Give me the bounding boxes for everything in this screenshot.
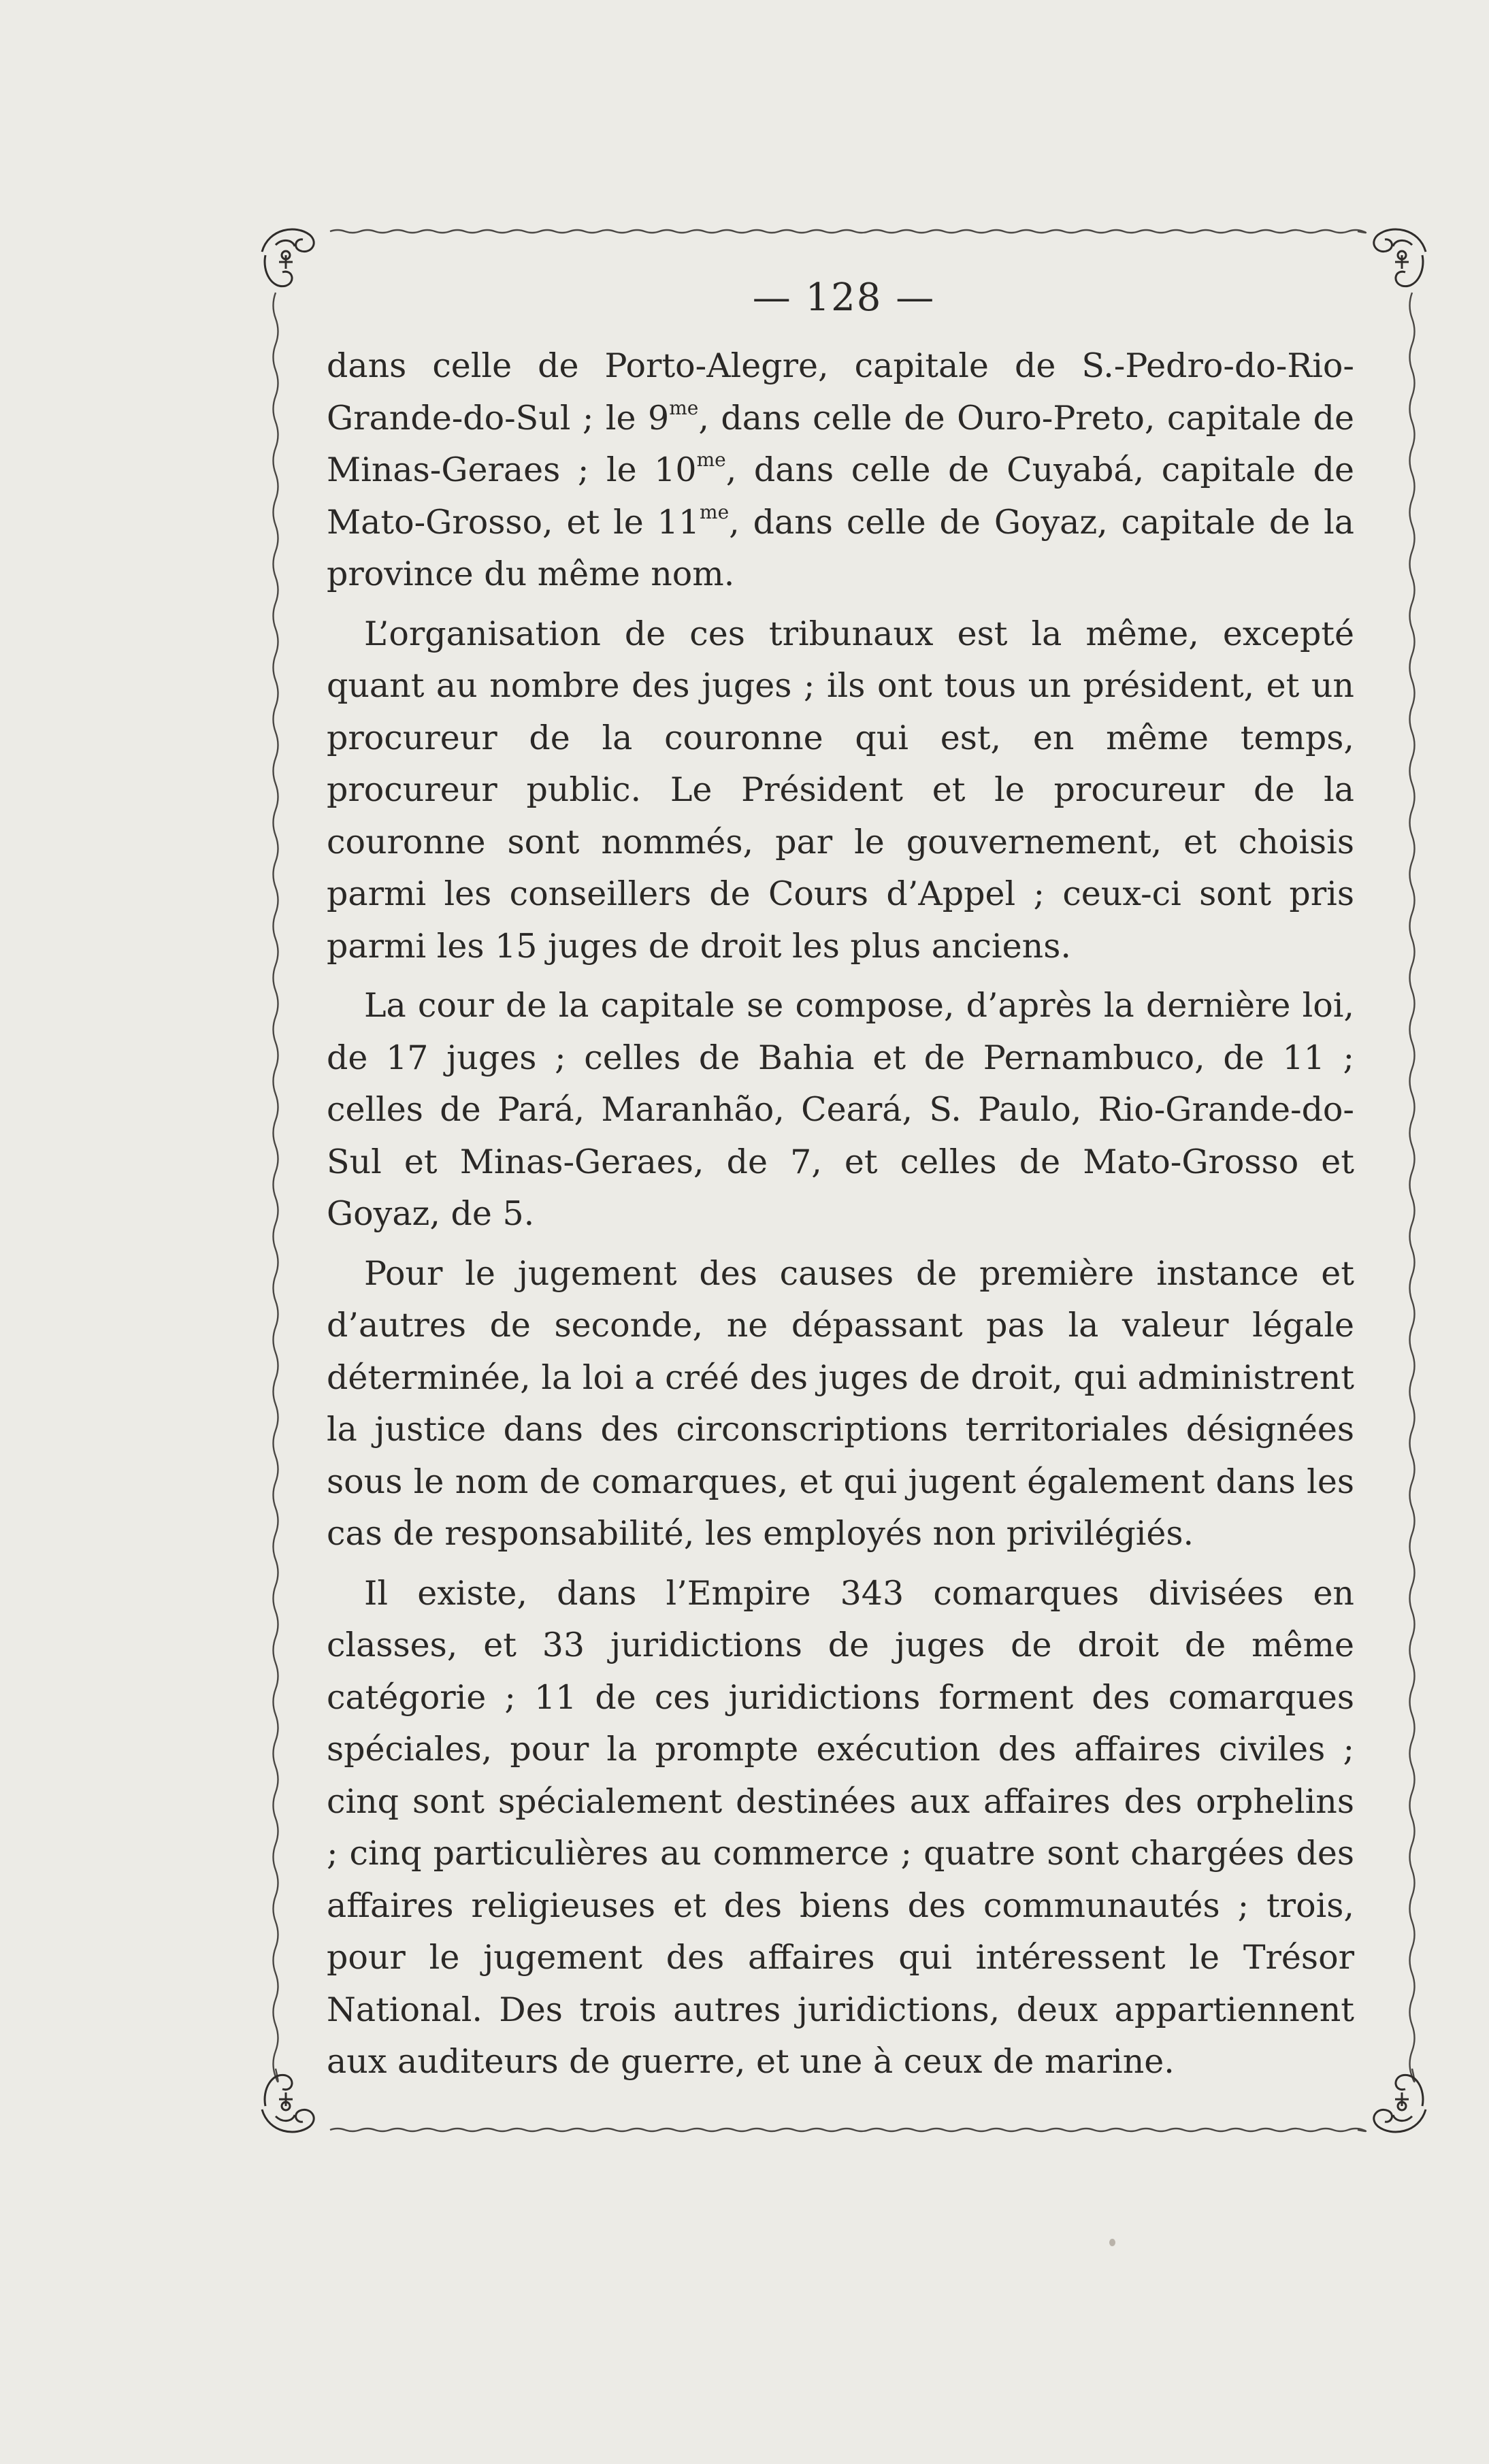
paragraph [327,1568,1354,2088]
right-wavy-rule [1410,293,1415,2082]
paragraph [327,1248,1354,1560]
paragraph [327,340,1354,601]
paragraph [327,980,1354,1241]
corner-ornament-bottom-right-icon [1374,2075,1426,2132]
text-run: , dans celle de Ouro-Preto, capitale de Minas-Geraes ; le 10 [327,398,1355,489]
text-run: , dans celle de Goyaz, capitale de la province du même nom. [327,502,1355,593]
text-run: dans celle de Porto-Alegre, capitale de S.-Pedro-do-Rio-Grande-do-Sul ; le 9 [327,346,1354,438]
paragraph [327,608,1354,973]
ordinal-superscript: me [669,396,699,419]
bottom-wavy-rule [330,2129,1366,2131]
ordinal-superscript: me [700,500,730,523]
left-wavy-rule [274,293,278,2082]
page-frame [255,211,1433,2150]
text-run: La cour de la capitale se compose, d’après la dernière loi, de 17 juges ; celles de Bahia et de Pernambuco, de 11 ; celles de Pará, Maranhão, Ceará, S. Paulo, Rio-Grande-do-Sul et Minas-Geraes, de 7, et celles de Mato-Grosso et Goyaz, de 5. [327,986,1354,1233]
page-number: — 128 — [752,276,936,320]
ordinal-superscript: me [696,448,726,471]
body-text [327,340,1354,2096]
paper-speck [1109,2239,1115,2246]
corner-ornament-bottom-left-icon [262,2075,314,2132]
text-run: , dans celle de Cuyabá, capitale de Mato-Grosso, et le 11 [327,450,1354,542]
text-run: Il existe, dans l’Empire 343 comarques divisées en classes, et 33 juridictions de juges de droit de même catégorie ; 11 de ces juridictions forment des comarques spéciales, pour la prompte exécution des affaires civiles ; cinq sont spécialement destinées aux affaires des orphelins ; cinq particulières au commerce ; quatre sont chargées des affaires religieuses et des biens des communautés ; trois, pour le jugement des affaires qui intéressent le Trésor National. Des trois autres juridictions, deux appartiennent aux auditeurs de guerre, et une à ceux de marine. [327,1573,1354,2081]
text-run: L’organisation de ces tribunaux est la même, excepté quant au nombre des juges ; ils ont tous un président, et un procureur de la couronne qui est, en même temps, procureur public. Le Président et le procureur de la couronne sont nommés, par le gouvernement, et choisis parmi les conseillers de Cours d’Appel ; ceux-ci sont pris parmi les 15 juges de droit les plus anciens. [327,614,1354,966]
text-run: Pour le jugement des causes de première instance et d’autres de seconde, ne dépassant pas la valeur légale déterminée, la loi a créé des juges de droit, qui administrent la justice dans des circonscriptions territoriales désignées sous le nom de comarques, et qui jugent également dans les cas de responsabilité, les employés non privilégiés. [327,1253,1354,1553]
top-wavy-rule [330,230,1366,233]
